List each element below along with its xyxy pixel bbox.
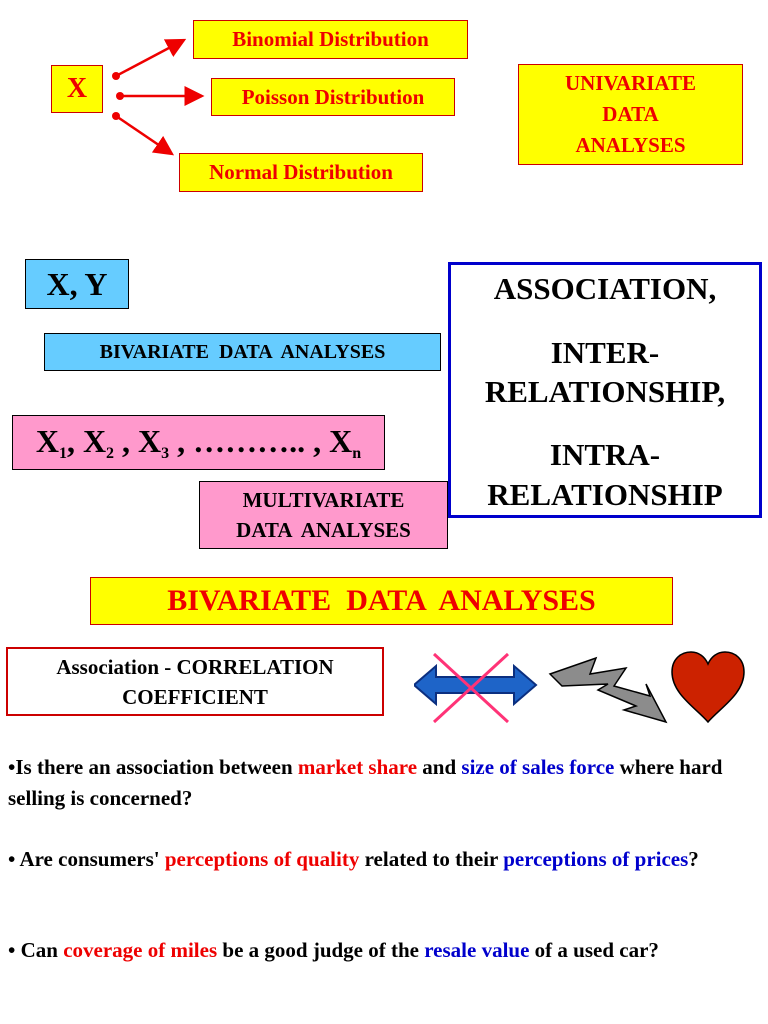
x-variable-label: X: [66, 73, 88, 104]
association-label: ASSOCIATION,: [493, 271, 717, 306]
arrow-normal: [116, 116, 172, 154]
relationship-box: [448, 262, 762, 518]
multivariate-box: [199, 481, 448, 549]
multivariate-line-2: DATA ANALYSES: [236, 518, 411, 542]
univariate-line-1: UNIVARIATE: [564, 71, 697, 95]
correlation-line-1: Association - CORRELATION: [56, 654, 334, 679]
normal-distribution-box: [179, 153, 423, 192]
multivariate-line-1: MULTIVARIATE: [242, 488, 405, 512]
poisson-label: Poisson Distribution: [241, 84, 425, 109]
bivariate-box: [44, 333, 441, 371]
highlight-perceptions-prices: perceptions of prices: [503, 847, 689, 871]
univariate-line-3: ANALYSES: [575, 133, 686, 157]
xy-label: X, Y: [46, 265, 108, 302]
crossed-double-arrow-icon: [414, 648, 540, 726]
highlight-sales-force: size of sales force: [461, 755, 615, 779]
highlight-coverage-miles: coverage of miles: [63, 938, 218, 962]
highlight-resale-value: resale value: [424, 938, 530, 962]
question-3: • Can coverage of miles be a good judge of the resale value of a used car?: [8, 938, 659, 962]
bivariate-label: BIVARIATE DATA ANALYSES: [99, 340, 386, 363]
normal-label: Normal Distribution: [209, 160, 393, 184]
intra-label: INTRA-: [549, 437, 661, 472]
univariate-line-2: DATA: [602, 102, 659, 126]
correlation-line-2: COEFFICIENT: [122, 684, 268, 709]
arrow-binomial: [116, 40, 184, 76]
inter-label: INTER-: [550, 335, 660, 370]
correlation-box: [6, 647, 384, 716]
section-title-box: [90, 577, 673, 625]
lightning-bolt-icon: [548, 656, 670, 728]
poisson-distribution-box: [211, 78, 455, 116]
univariate-box: [518, 64, 743, 165]
highlight-perceptions-quality: perceptions of quality: [164, 847, 360, 871]
multivariate-variables-box: [12, 415, 385, 470]
heart-icon: [670, 650, 746, 724]
multivariate-variables: $X_1$, $X_2$ , $X_3$ , ……….. , $X_n$: [35, 422, 362, 462]
xy-variables-box: [25, 259, 129, 309]
question-2: • Are consumers' perceptions of quality related to their perceptions of prices?: [8, 847, 699, 871]
binomial-distribution-box: [193, 20, 468, 59]
section-title: BIVARIATE DATA ANALYSES: [167, 584, 596, 617]
binomial-label: Binomial Distribution: [232, 27, 429, 51]
question-1: •Is there an association between market share and size of sales force where hard selling is concerned?: [8, 755, 723, 810]
highlight-market-share: market share: [297, 755, 418, 779]
inter-relationship-label: RELATIONSHIP,: [484, 374, 726, 409]
intra-relationship-label: RELATIONSHIP: [487, 477, 723, 512]
